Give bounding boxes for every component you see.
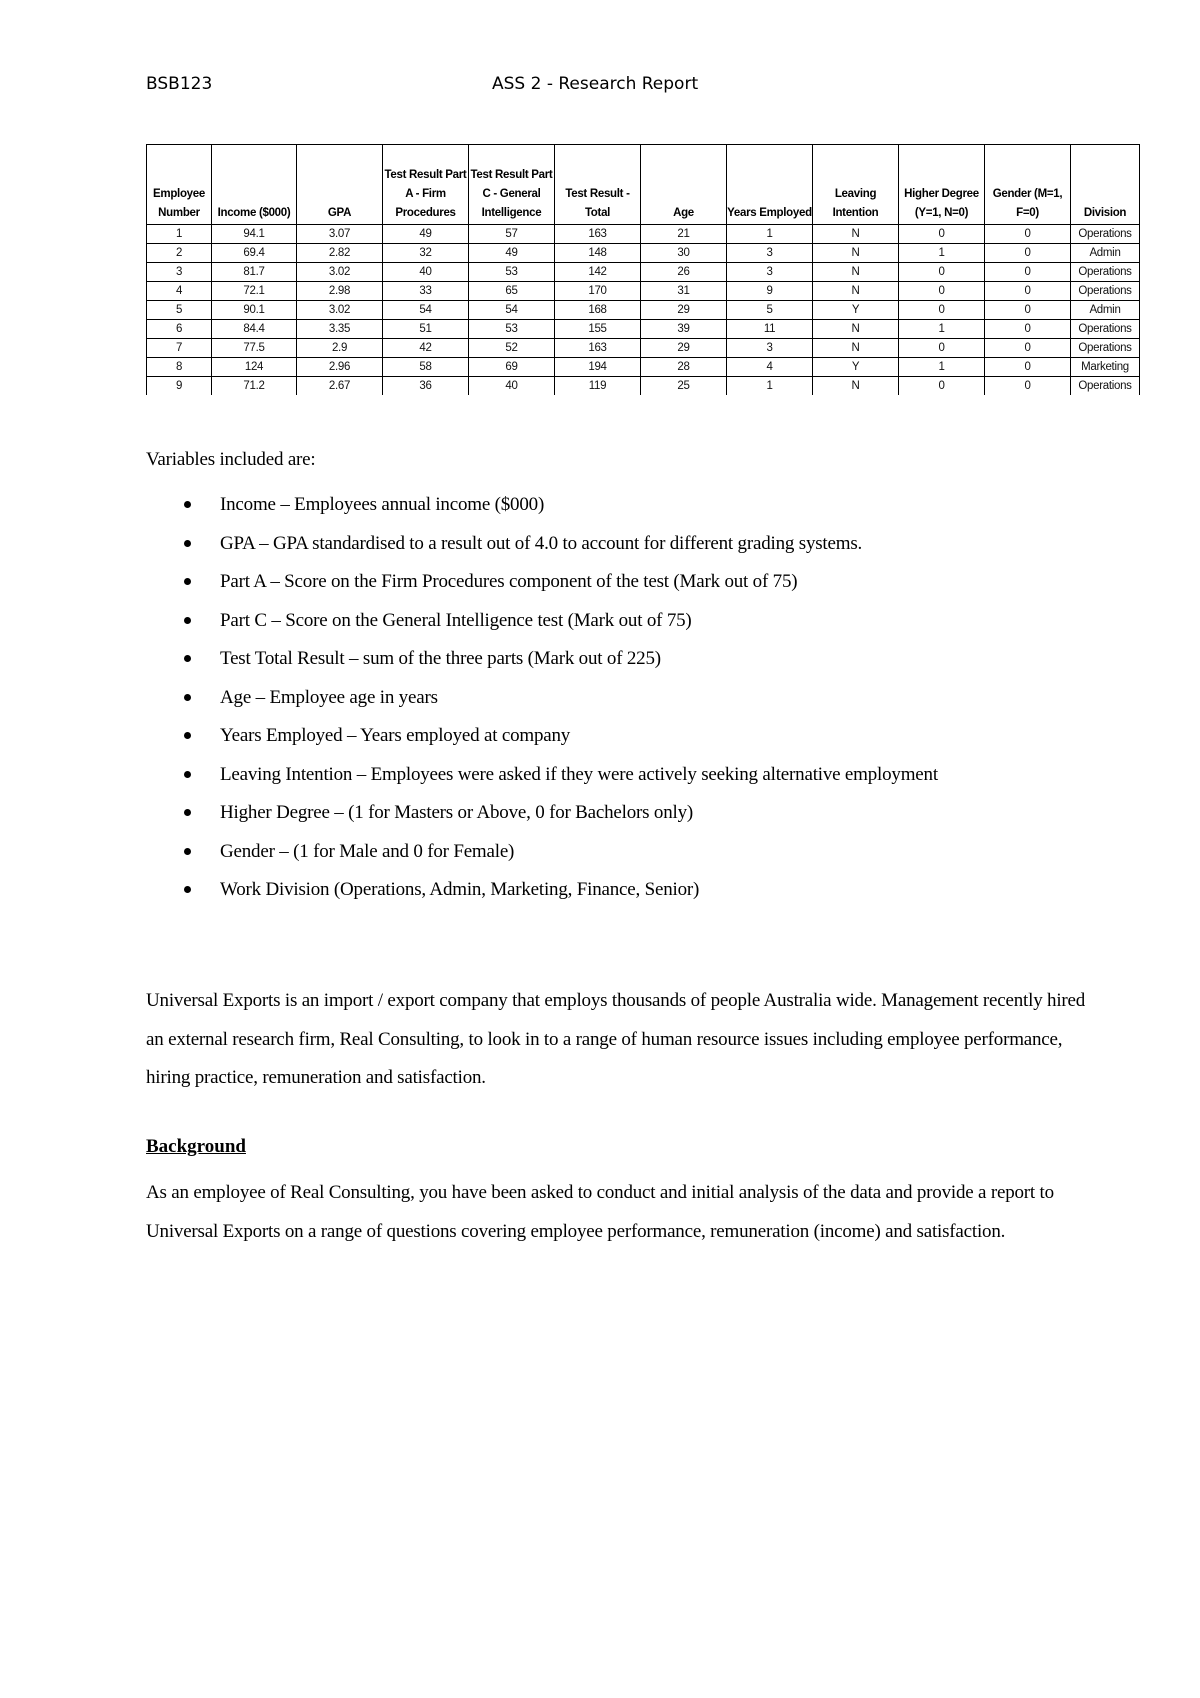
table-cell: Operations	[1071, 225, 1140, 244]
table-cell: 9	[727, 282, 813, 301]
table-cell: 21	[641, 225, 727, 244]
table-cell: 52	[469, 339, 555, 358]
table-cell: 2.96	[297, 358, 383, 377]
table-body	[147, 225, 1140, 396]
table-cell: 53	[469, 320, 555, 339]
table-cell: 11	[727, 320, 813, 339]
table-row	[147, 282, 1140, 301]
table-cell: 1	[147, 225, 212, 244]
table-cell: 26	[641, 263, 727, 282]
table-cell: 3.07	[297, 225, 383, 244]
column-header: Years Employed	[727, 145, 813, 225]
table-cell: 3	[147, 263, 212, 282]
table-cell: N	[813, 263, 899, 282]
table-cell: 58	[383, 358, 469, 377]
table-cell: 2.9	[297, 339, 383, 358]
list-item: Age – Employee age in years	[146, 679, 1046, 718]
table-cell: Y	[813, 358, 899, 377]
column-header: Higher Degree (Y=1, N=0)	[899, 145, 985, 225]
page-header	[146, 74, 1146, 102]
table-cell: Operations	[1071, 377, 1140, 396]
table-row	[147, 225, 1140, 244]
table-cell: 119	[555, 377, 641, 396]
table-cell: 0	[985, 282, 1071, 301]
table-cell: 2.67	[297, 377, 383, 396]
table-cell: 170	[555, 282, 641, 301]
table-cell: 77.5	[212, 339, 297, 358]
table-row	[147, 339, 1140, 358]
table-cell: N	[813, 225, 899, 244]
table-cell: N	[813, 339, 899, 358]
table-cell: 4	[727, 358, 813, 377]
table-cell: N	[813, 320, 899, 339]
table-cell: 3.02	[297, 263, 383, 282]
table-cell: 53	[469, 263, 555, 282]
document-title: ASS 2 - Research Report	[492, 74, 699, 94]
column-header: Gender (M=1, F=0)	[985, 145, 1071, 225]
table-cell: 54	[469, 301, 555, 320]
table-row	[147, 358, 1140, 377]
table-cell: 0	[985, 263, 1071, 282]
table-cell: 33	[383, 282, 469, 301]
table-cell: 0	[985, 339, 1071, 358]
table-cell: Operations	[1071, 282, 1140, 301]
table-cell: 49	[383, 225, 469, 244]
table-cell: 0	[899, 339, 985, 358]
table-cell: 31	[641, 282, 727, 301]
table-cell: 0	[985, 358, 1071, 377]
table-cell: 0	[899, 225, 985, 244]
list-item: Gender – (1 for Male and 0 for Female)	[146, 833, 1046, 872]
table-row	[147, 244, 1140, 263]
table-cell: 0	[985, 320, 1071, 339]
table-cell: 94.1	[212, 225, 297, 244]
table-cell: 0	[985, 301, 1071, 320]
table-cell: 40	[383, 263, 469, 282]
table-cell: 69.4	[212, 244, 297, 263]
column-header: Employee Number	[147, 145, 212, 225]
table-cell: 2.98	[297, 282, 383, 301]
table-cell: 8	[147, 358, 212, 377]
table-cell: 124	[212, 358, 297, 377]
list-item: GPA – GPA standardised to a result out of 4.0 to account for different grading systems.	[146, 525, 1046, 564]
background-heading: Background	[146, 1136, 246, 1157]
table-cell: 0	[899, 301, 985, 320]
table-cell: 1	[899, 320, 985, 339]
table-cell: Admin	[1071, 244, 1140, 263]
table-cell: 9	[147, 377, 212, 396]
table-cell: 39	[641, 320, 727, 339]
column-header: GPA	[297, 145, 383, 225]
table-cell: 72.1	[212, 282, 297, 301]
table-cell: 163	[555, 225, 641, 244]
table-row	[147, 377, 1140, 396]
table-cell: 7	[147, 339, 212, 358]
employee-data-table	[146, 144, 1140, 395]
table-cell: 163	[555, 339, 641, 358]
table-cell: 28	[641, 358, 727, 377]
table-cell: 84.4	[212, 320, 297, 339]
table-cell: 5	[727, 301, 813, 320]
table-cell: 57	[469, 225, 555, 244]
table-cell: 3	[727, 339, 813, 358]
table-cell: 69	[469, 358, 555, 377]
table-cell: 4	[147, 282, 212, 301]
list-item: Test Total Result – sum of the three parts (Mark out of 225)	[146, 640, 1046, 679]
table-cell: 65	[469, 282, 555, 301]
table-cell: 54	[383, 301, 469, 320]
table-cell: 194	[555, 358, 641, 377]
table-cell: N	[813, 282, 899, 301]
table-row	[147, 301, 1140, 320]
table-cell: 29	[641, 339, 727, 358]
table-cell: 148	[555, 244, 641, 263]
column-header: Division	[1071, 145, 1140, 225]
list-item: Part A – Score on the Firm Procedures component of the test (Mark out of 75)	[146, 563, 1046, 602]
table-cell: 90.1	[212, 301, 297, 320]
table-cell: 1	[727, 377, 813, 396]
table-cell: 3.35	[297, 320, 383, 339]
table-cell: N	[813, 244, 899, 263]
column-header: Income ($000)	[212, 145, 297, 225]
table-cell: 3	[727, 244, 813, 263]
table-cell: 71.2	[212, 377, 297, 396]
table-cell: 81.7	[212, 263, 297, 282]
table-cell: 32	[383, 244, 469, 263]
table-cell: 1	[899, 244, 985, 263]
variables-list	[146, 486, 1046, 910]
table-cell: 40	[469, 377, 555, 396]
table-cell: 5	[147, 301, 212, 320]
table-cell: 51	[383, 320, 469, 339]
table-cell: Operations	[1071, 263, 1140, 282]
table-cell: 3	[727, 263, 813, 282]
table-cell: 6	[147, 320, 212, 339]
column-header: Age	[641, 145, 727, 225]
table-cell: 2.82	[297, 244, 383, 263]
table-cell: 3.02	[297, 301, 383, 320]
variables-intro: Variables included are:	[146, 449, 316, 470]
table-cell: Operations	[1071, 320, 1140, 339]
table-cell: 0	[985, 225, 1071, 244]
column-header: Test Result Part C - General Intelligence	[469, 145, 555, 225]
table-header-row	[147, 145, 1140, 225]
list-item: Leaving Intention – Employees were asked if they were actively seeking alternative employment	[146, 756, 1046, 795]
table-cell: 0	[899, 282, 985, 301]
list-item: Work Division (Operations, Admin, Marketing, Finance, Senior)	[146, 871, 1046, 910]
column-header: Test Result - Total	[555, 145, 641, 225]
table-cell: N	[813, 377, 899, 396]
table-cell: 42	[383, 339, 469, 358]
table-cell: 1	[899, 358, 985, 377]
list-item: Years Employed – Years employed at company	[146, 717, 1046, 756]
table-cell: 1	[727, 225, 813, 244]
column-header: Test Result Part A - Firm Procedures	[383, 145, 469, 225]
table-row	[147, 320, 1140, 339]
table-cell: 0	[899, 263, 985, 282]
course-code: BSB123	[146, 74, 213, 94]
list-item: Income – Employees annual income ($000)	[146, 486, 1046, 525]
table-row	[147, 263, 1140, 282]
table-cell: 0	[899, 377, 985, 396]
table-cell: 142	[555, 263, 641, 282]
table-cell: Marketing	[1071, 358, 1140, 377]
table-cell: 49	[469, 244, 555, 263]
table-cell: 168	[555, 301, 641, 320]
table-cell: 30	[641, 244, 727, 263]
table-cell: Operations	[1071, 339, 1140, 358]
table-cell: 0	[985, 377, 1071, 396]
table-cell: Admin	[1071, 301, 1140, 320]
intro-paragraph: Universal Exports is an import / export company that employs thousands of people Australia wide. Management recently hired an external research firm, Real Consulting, to look in to a range of human resource issues including employee performance, hiring practice, remuneration and satisfaction.	[146, 990, 1086, 1088]
table-cell: 25	[641, 377, 727, 396]
list-item: Part C – Score on the General Intelligence test (Mark out of 75)	[146, 602, 1046, 641]
table-cell: 0	[985, 244, 1071, 263]
column-header: Leaving Intention	[813, 145, 899, 225]
table-cell: 36	[383, 377, 469, 396]
table-cell: 2	[147, 244, 212, 263]
table-cell: 155	[555, 320, 641, 339]
list-item: Higher Degree – (1 for Masters or Above, 0 for Bachelors only)	[146, 794, 1046, 833]
table-cell: 29	[641, 301, 727, 320]
table-cell: Y	[813, 301, 899, 320]
background-paragraph: As an employee of Real Consulting, you have been asked to conduct and initial analysis of the data and provide a report to Universal Exports on a range of questions covering employee performance, remuneration (income) and satisfaction.	[146, 1182, 1054, 1242]
